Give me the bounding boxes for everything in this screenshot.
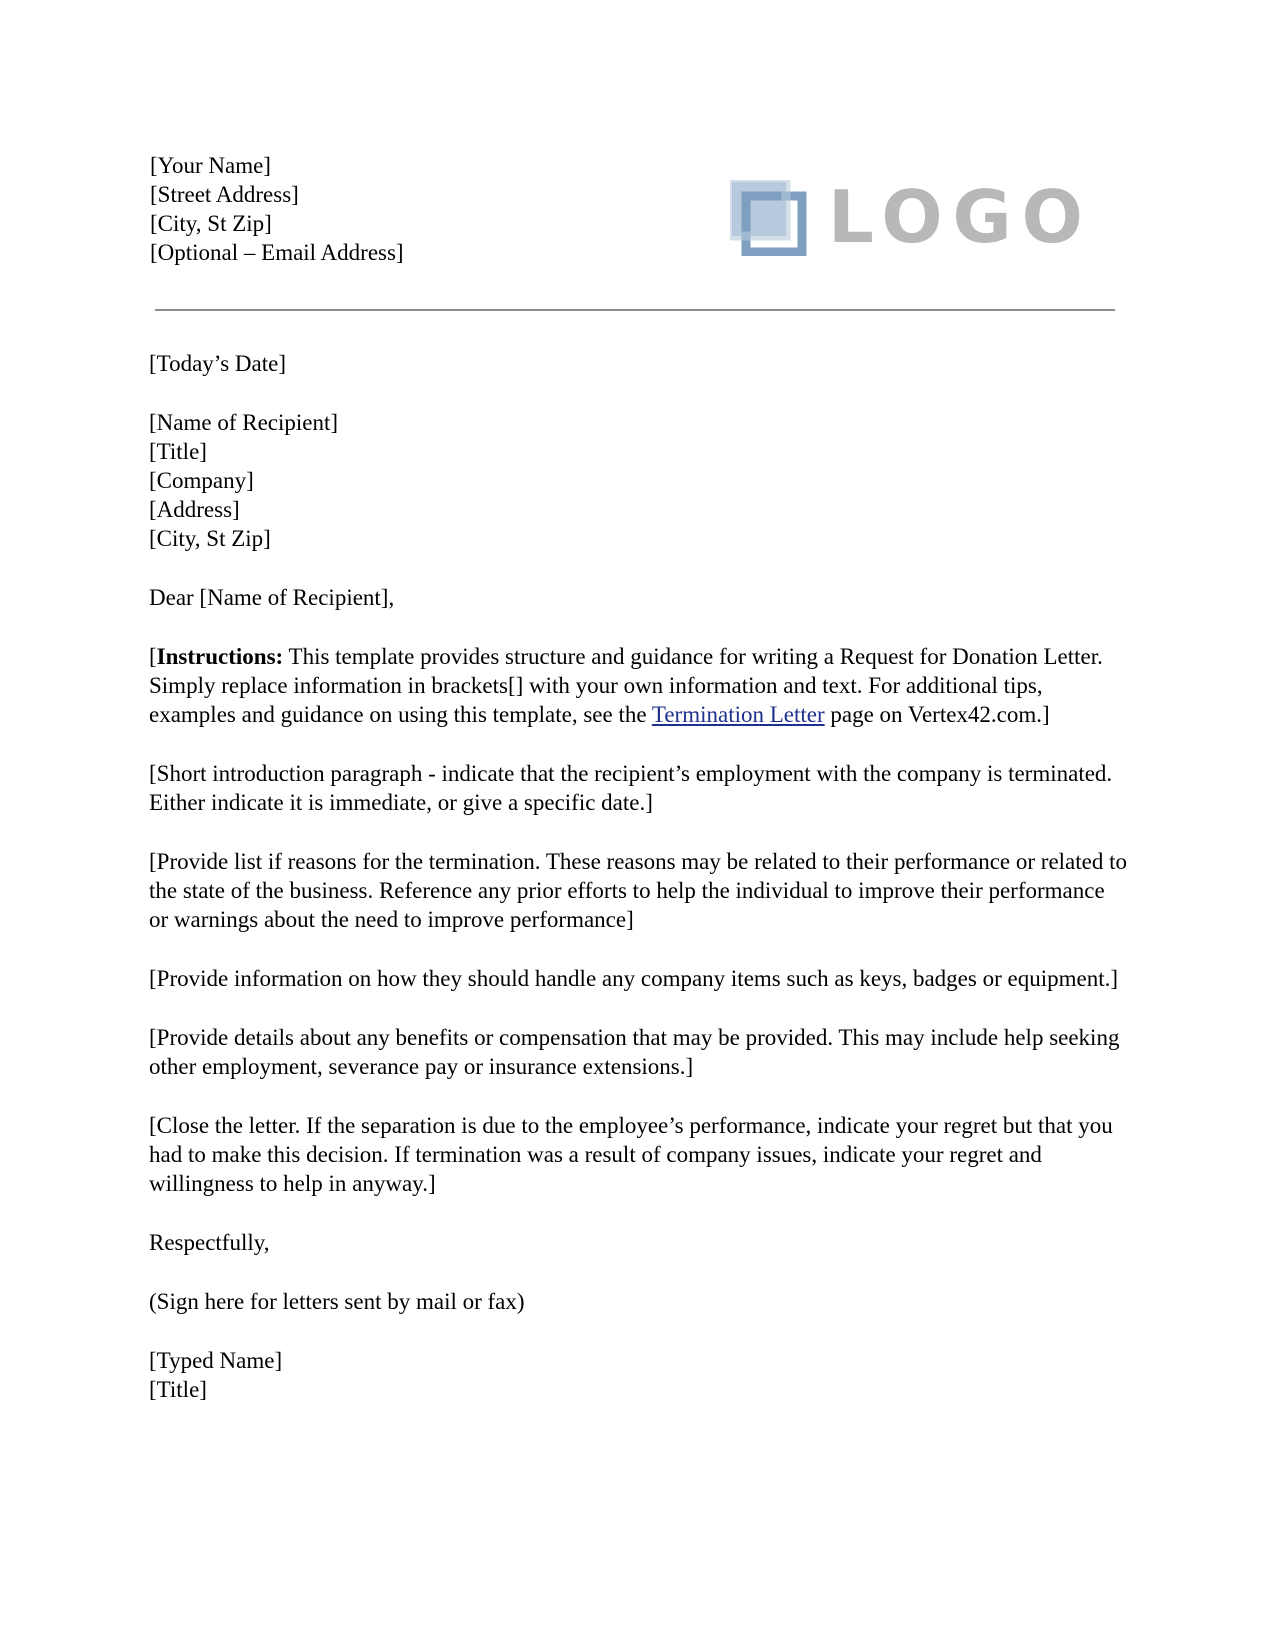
signer-name: [Typed Name] (149, 1348, 283, 1373)
closing-paragraph: [Close the letter. If the separation is due to the employee’s performance, indicate your regret but that you had to make this decision. If termination was a result of company issues, indicate your regret and willingness to help in anyway.] (149, 1113, 1113, 1196)
instructions-label: Instructions: (156, 644, 284, 669)
sender-email: [Optional – Email Address] (150, 240, 404, 265)
instructions-paragraph: [Instructions: This template provides structure and guidance for writing a Request for Donation Letter. Simply replace information in brackets[] with your own information and text. For additional tips, examples and guidance on using this template, see the Termination Letter page on Vertex42.com.] (149, 644, 1103, 727)
salutation: Dear [Name of Recipient], (149, 585, 395, 610)
recipient-address: [Address] (149, 497, 240, 522)
letter-date: [Today’s Date] (149, 351, 286, 376)
termination-letter-link[interactable]: Termination Letter (651, 702, 825, 727)
signer-block (149, 1346, 1129, 1404)
company-items-paragraph: [Provide information on how they should handle any company items such as keys, badges or equipment.] (149, 966, 1118, 991)
logo (730, 180, 1110, 256)
closing: Respectfully, (149, 1230, 270, 1255)
sender-city: [City, St Zip] (150, 211, 272, 236)
signer-title: [Title] (149, 1377, 207, 1402)
sender-name: [Your Name] (150, 153, 271, 178)
intro-paragraph: [Short introduction paragraph - indicate that the recipient’s employment with the company is terminated. Either indicate it is immediate, or give a specific date.] (149, 761, 1113, 815)
benefits-paragraph: [Provide details about any benefits or compensation that may be provided. This may include help seeking other employment, severance pay or insurance extensions.] (149, 1025, 1120, 1079)
sender-street: [Street Address] (150, 182, 299, 207)
recipient-title: [Title] (149, 439, 207, 464)
sender-block (150, 151, 670, 267)
recipient-company: [Company] (149, 468, 254, 493)
header-divider (155, 309, 1115, 311)
recipient-city: [City, St Zip] (149, 526, 271, 551)
signature-note: (Sign here for letters sent by mail or fax) (149, 1289, 525, 1314)
letter-body (149, 349, 1129, 1404)
reasons-paragraph: [Provide list if reasons for the termination. These reasons may be related to their performance or related to the state of the business. Reference any prior efforts to help the individual to improve their performance or warnings about the need to improve performance] (149, 849, 1128, 932)
logo-text: LOGO (828, 180, 1093, 256)
logo-square-back (732, 182, 786, 236)
recipient-block (149, 408, 1129, 553)
recipient-name: [Name of Recipient] (149, 410, 339, 435)
